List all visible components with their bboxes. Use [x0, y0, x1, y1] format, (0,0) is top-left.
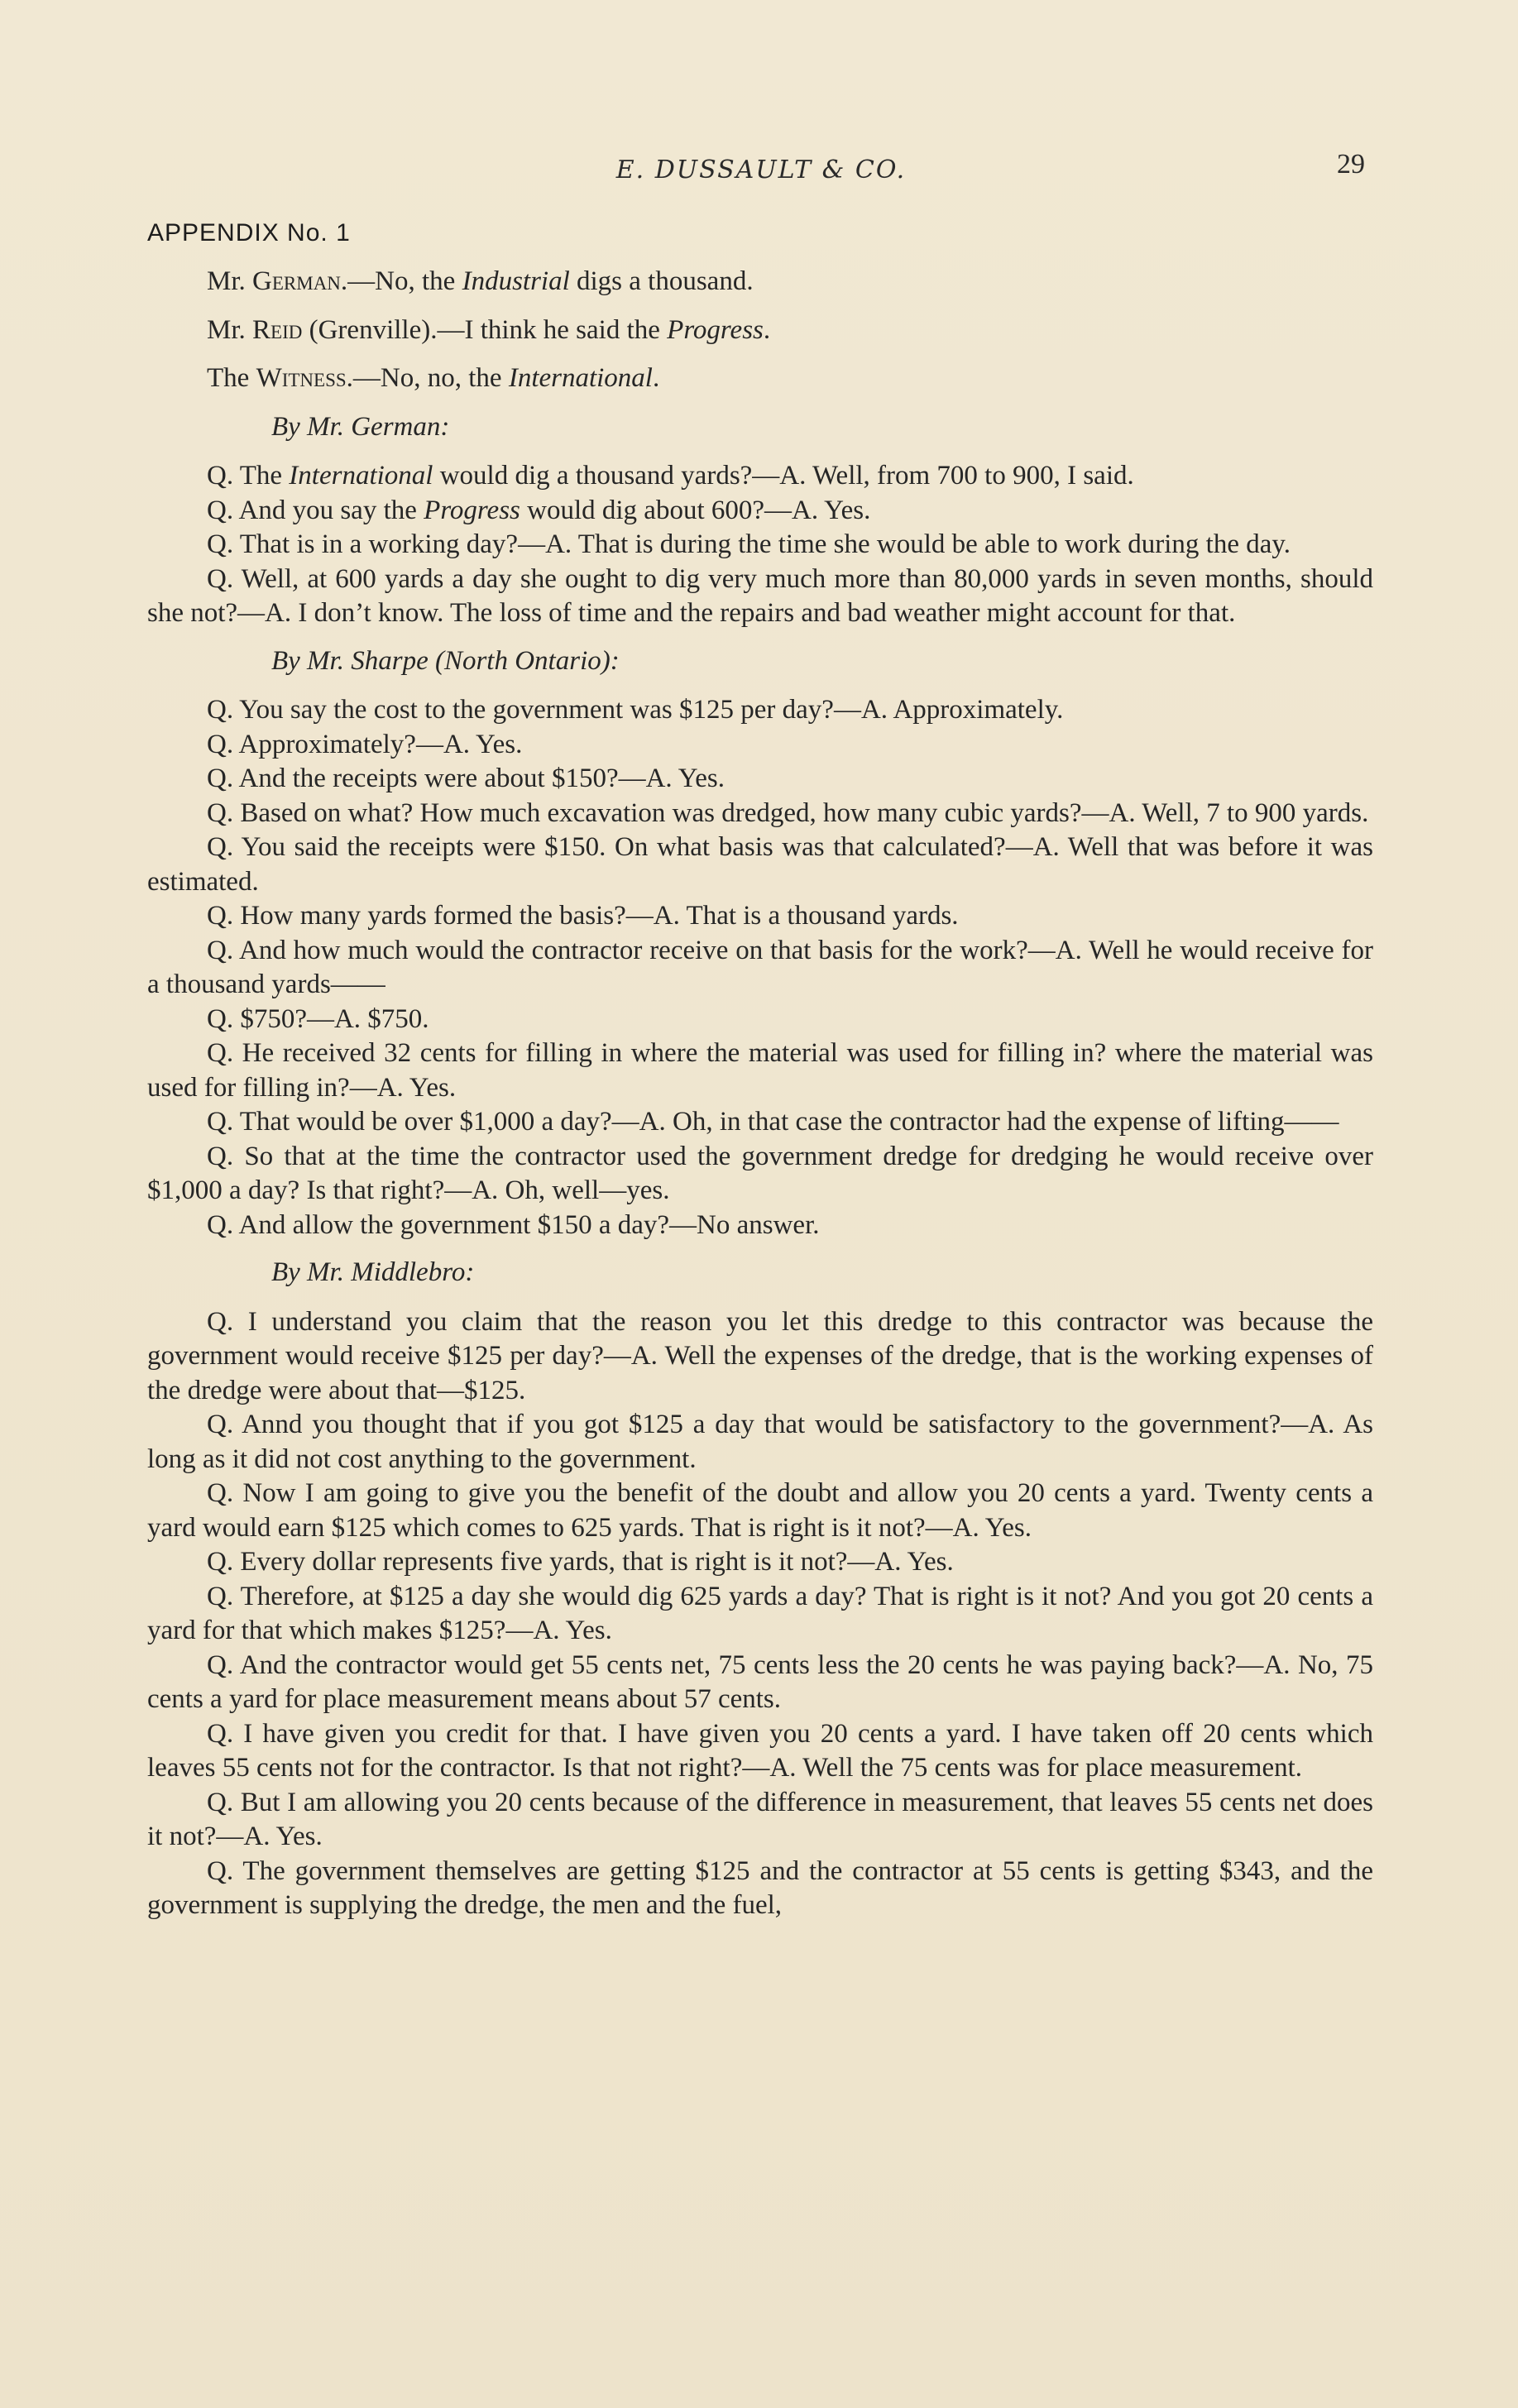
- speaker-name: Witness: [256, 363, 347, 393]
- qa-paragraph: Q. But I am allowing you 20 cents because of the difference in measurement, that leaves 55 cents net does it not?—A. Yes.: [147, 1787, 1373, 1851]
- byline-middlebro: By Mr. Middlebro:: [271, 1257, 475, 1287]
- speaker-paragraph: [147, 265, 1373, 299]
- qa-paragraph: Q. Annd you thought that if you got $125 a day that would be satisfactory to the government?—A. As long as it did not cost anything to the government.: [147, 1410, 1373, 1474]
- qa-paragraph: Q. And how much would the contractor receive on that basis for the work?—A. Well he would receive for a thousand yards——: [147, 935, 1373, 999]
- qa-paragraph: Q. So that at the time the contractor used the government dredge for dredging he would receive over $1,000 a day? Is that right?—A. Oh, well—yes.: [147, 1141, 1373, 1205]
- qa-paragraph: Q. I understand you claim that the reason you let this dredge to this contractor was because the government would receive $125 per day?—A. Well the expenses of the dredge, that is the working expenses of the dredge were about that—$125.: [147, 1306, 1373, 1405]
- vessel-name: Industrial: [462, 266, 570, 296]
- qa-paragraph: Q. Now I am going to give you the benefit of the doubt and allow you 20 cents a yard. Twenty cents a yard would earn $125 which comes to 625 yards. That is right is it not?—A. Yes.: [147, 1478, 1373, 1543]
- speech-text: .: [652, 363, 660, 393]
- running-head: E. DUSSAULT & CO.: [615, 156, 907, 184]
- qa-paragraph: Q. How many yards formed the basis?—A. That is a thousand yards.: [207, 901, 959, 931]
- page-number: 29: [1337, 149, 1365, 180]
- qa-text: would dig about 600?—A. Yes.: [520, 495, 871, 525]
- speaker-paragraph: [147, 314, 1373, 348]
- byline-sharpe: By Mr. Sharpe (North Ontario):: [271, 645, 620, 676]
- speaker-paragraph: [147, 361, 1373, 396]
- qa-paragraph: Q. Every dollar represents five yards, that is right is it not?—A. Yes.: [207, 1547, 954, 1577]
- qa-paragraph: Q. $750?—A. $750.: [207, 1003, 429, 1034]
- qa-paragraph: Q. And allow the government $150 a day?—No answer.: [207, 1209, 820, 1240]
- vessel-name: International: [508, 363, 653, 393]
- qa-paragraph: Q. Based on what? How much excavation was dredged, how many cubic yards?—A. Well, 7 to 900 yards.: [207, 797, 1369, 828]
- speaker-name: Reid: [252, 314, 303, 345]
- qa-text: Q. The: [207, 461, 290, 491]
- page-header: [149, 149, 1373, 199]
- qa-paragraph: [147, 459, 1373, 494]
- vessel-name: Progress: [667, 314, 764, 345]
- qa-paragraph: [147, 494, 1373, 529]
- byline-german: By Mr. German:: [271, 411, 450, 442]
- qa-paragraph: Q. That would be over $1,000 a day?—A. Oh, in that case the contractor had the expense of lifting——: [207, 1107, 1339, 1137]
- qa-text: Q. And you say the: [207, 495, 424, 525]
- qa-text: Q. Well, at 600 yards a day she ought to dig very much more than 80,000 yards in seven months, should she not?—A. I don’t know. The loss of time and the repairs and bad weather might account for that.: [147, 563, 1373, 628]
- qa-paragraph: Q. You said the receipts were $150. On what basis was that calculated?—A. Well that was before it was estimated.: [147, 832, 1373, 897]
- speech-text: digs a thousand.: [569, 266, 754, 296]
- speech-text: .: [763, 314, 771, 345]
- speaker-prefix: Mr.: [207, 314, 253, 345]
- speaker-prefix: The: [207, 363, 256, 393]
- qa-paragraph: [147, 528, 1373, 563]
- speech-text: .—No, the: [340, 266, 462, 296]
- vessel-name: Progress: [424, 495, 520, 525]
- qa-text: would dig a thousand yards?—A. Well, from 700 to 900, I said.: [433, 461, 1134, 491]
- qa-paragraph: Q. He received 32 cents for filling in where the material was used for filling in? where the material was used for filling in?—A. Yes.: [147, 1038, 1373, 1103]
- body-text: [147, 265, 1373, 1923]
- qa-paragraph: Q. Approximately?—A. Yes.: [207, 729, 523, 759]
- qa-text: Q. That is in a working day?—A. That is during the time she would be able to work during the day.: [207, 529, 1291, 559]
- qa-paragraph: Q. And the contractor would get 55 cents net, 75 cents less the 20 cents he was paying back?—A. No, 75 cents a yard for place measurement means about 57 cents.: [147, 1649, 1373, 1714]
- qa-paragraph: Q. You say the cost to the government was $125 per day?—A. Approximately.: [207, 695, 1064, 725]
- qa-paragraph: [147, 563, 1373, 631]
- qa-paragraph: Q. And the receipts were about $150?—A. Yes.: [207, 764, 725, 793]
- speaker-name: German: [252, 266, 341, 296]
- appendix-label: APPENDIX No. 1: [147, 219, 351, 247]
- speech-text: (Grenville).—I think he said the: [302, 314, 668, 345]
- qa-paragraph: Q. The government themselves are getting $125 and the contractor at 55 cents is getting $343, and the government is supplying the dredge, the men and the fuel,: [147, 1855, 1373, 1920]
- speaker-prefix: Mr.: [207, 266, 253, 296]
- vessel-name: International: [289, 461, 433, 491]
- speech-text: .—No, no, the: [346, 363, 509, 393]
- qa-paragraph: Q. Therefore, at $125 a day she would dig 625 yards a day? That is right is it not? And you got 20 cents a yard for that which makes $125?—A. Yes.: [147, 1581, 1373, 1645]
- qa-paragraph: Q. I have given you credit for that. I have given you 20 cents a yard. I have taken off 20 cents which leaves 55 cents not for the contractor. Is that not right?—A. Well the 75 cents was for place measurement.: [147, 1718, 1373, 1783]
